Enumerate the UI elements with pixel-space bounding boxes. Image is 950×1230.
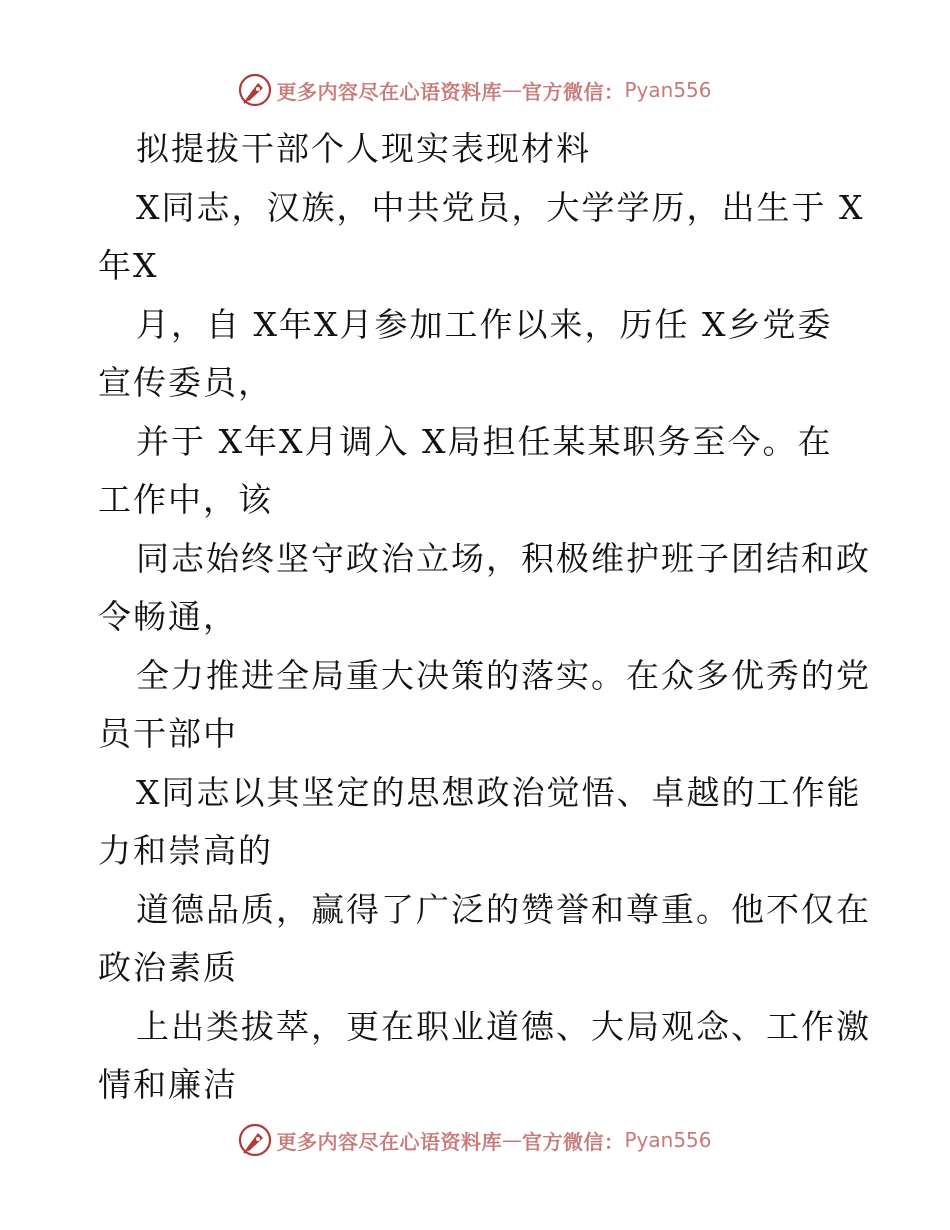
paragraph-line-wrap: 工作中，该 (98, 480, 273, 519)
paragraph-line-wrap: 令畅通， (98, 597, 238, 636)
document-title-text: 拟提拔干部个人现实表现材料 (136, 129, 591, 168)
pen-nib-seal-icon (238, 73, 272, 107)
watermark-separator: — (501, 78, 522, 102)
paragraph-7 (98, 881, 871, 998)
paragraph-line: 月，自 X年X月参加工作以来，历任 X乡党委 (136, 304, 833, 344)
header-watermark (0, 70, 950, 110)
paragraph-line-wrap: 员干部中 (98, 714, 238, 753)
paragraph-line-wrap: 宣传委员， (98, 363, 273, 402)
paragraph-line: 并于 X年X月调入 X局担任某某职务至今。在 (136, 421, 833, 461)
pen-nib-seal-icon (238, 1123, 272, 1157)
watermark-wechat-label: 官方微信： (521, 79, 625, 104)
document-body (98, 120, 871, 1115)
paragraph-6 (98, 764, 862, 881)
paragraph-line-wrap: 力和崇高的 (98, 831, 273, 870)
paragraph-line: 道德品质，赢得了广泛的赞誉和尊重。他不仅在 (136, 889, 871, 929)
watermark-wechat-id: Pyan556 (624, 1128, 712, 1152)
paragraph-4 (98, 530, 871, 647)
paragraph-line: 全力推进全局重大决策的落实。在众多优秀的党 (136, 655, 871, 695)
paragraph-line: X同志以其坚定的思想政治觉悟、卓越的工作能 (136, 772, 862, 812)
paragraph-line: X同志，汉族，中共党员，大学学历，出生于 X (136, 187, 865, 227)
watermark-site-text: 更多内容尽在心语资料库 (276, 1129, 502, 1154)
watermark-wechat-label: 官方微信： (521, 1129, 625, 1154)
watermark-separator: — (501, 1128, 522, 1152)
document-title (98, 120, 858, 179)
paragraph-line: 上出类拔萃，更在职业道德、大局观念、工作激 (136, 1006, 871, 1046)
paragraph-line-wrap: 情和廉洁 (98, 1065, 238, 1104)
paragraph-3 (98, 413, 858, 530)
paragraph-8 (98, 998, 871, 1115)
paragraph-line-wrap: 年X (98, 246, 159, 285)
paragraph-line-wrap: 政治素质 (98, 948, 238, 987)
watermark-wechat-id: Pyan556 (624, 78, 712, 102)
watermark-site-text: 更多内容尽在心语资料库 (276, 79, 502, 104)
paragraph-1 (98, 179, 865, 296)
footer-watermark (0, 1120, 950, 1160)
paragraph-2 (98, 296, 858, 413)
paragraph-5 (98, 647, 871, 764)
paragraph-line: 同志始终坚守政治立场，积极维护班子团结和政 (136, 538, 871, 578)
